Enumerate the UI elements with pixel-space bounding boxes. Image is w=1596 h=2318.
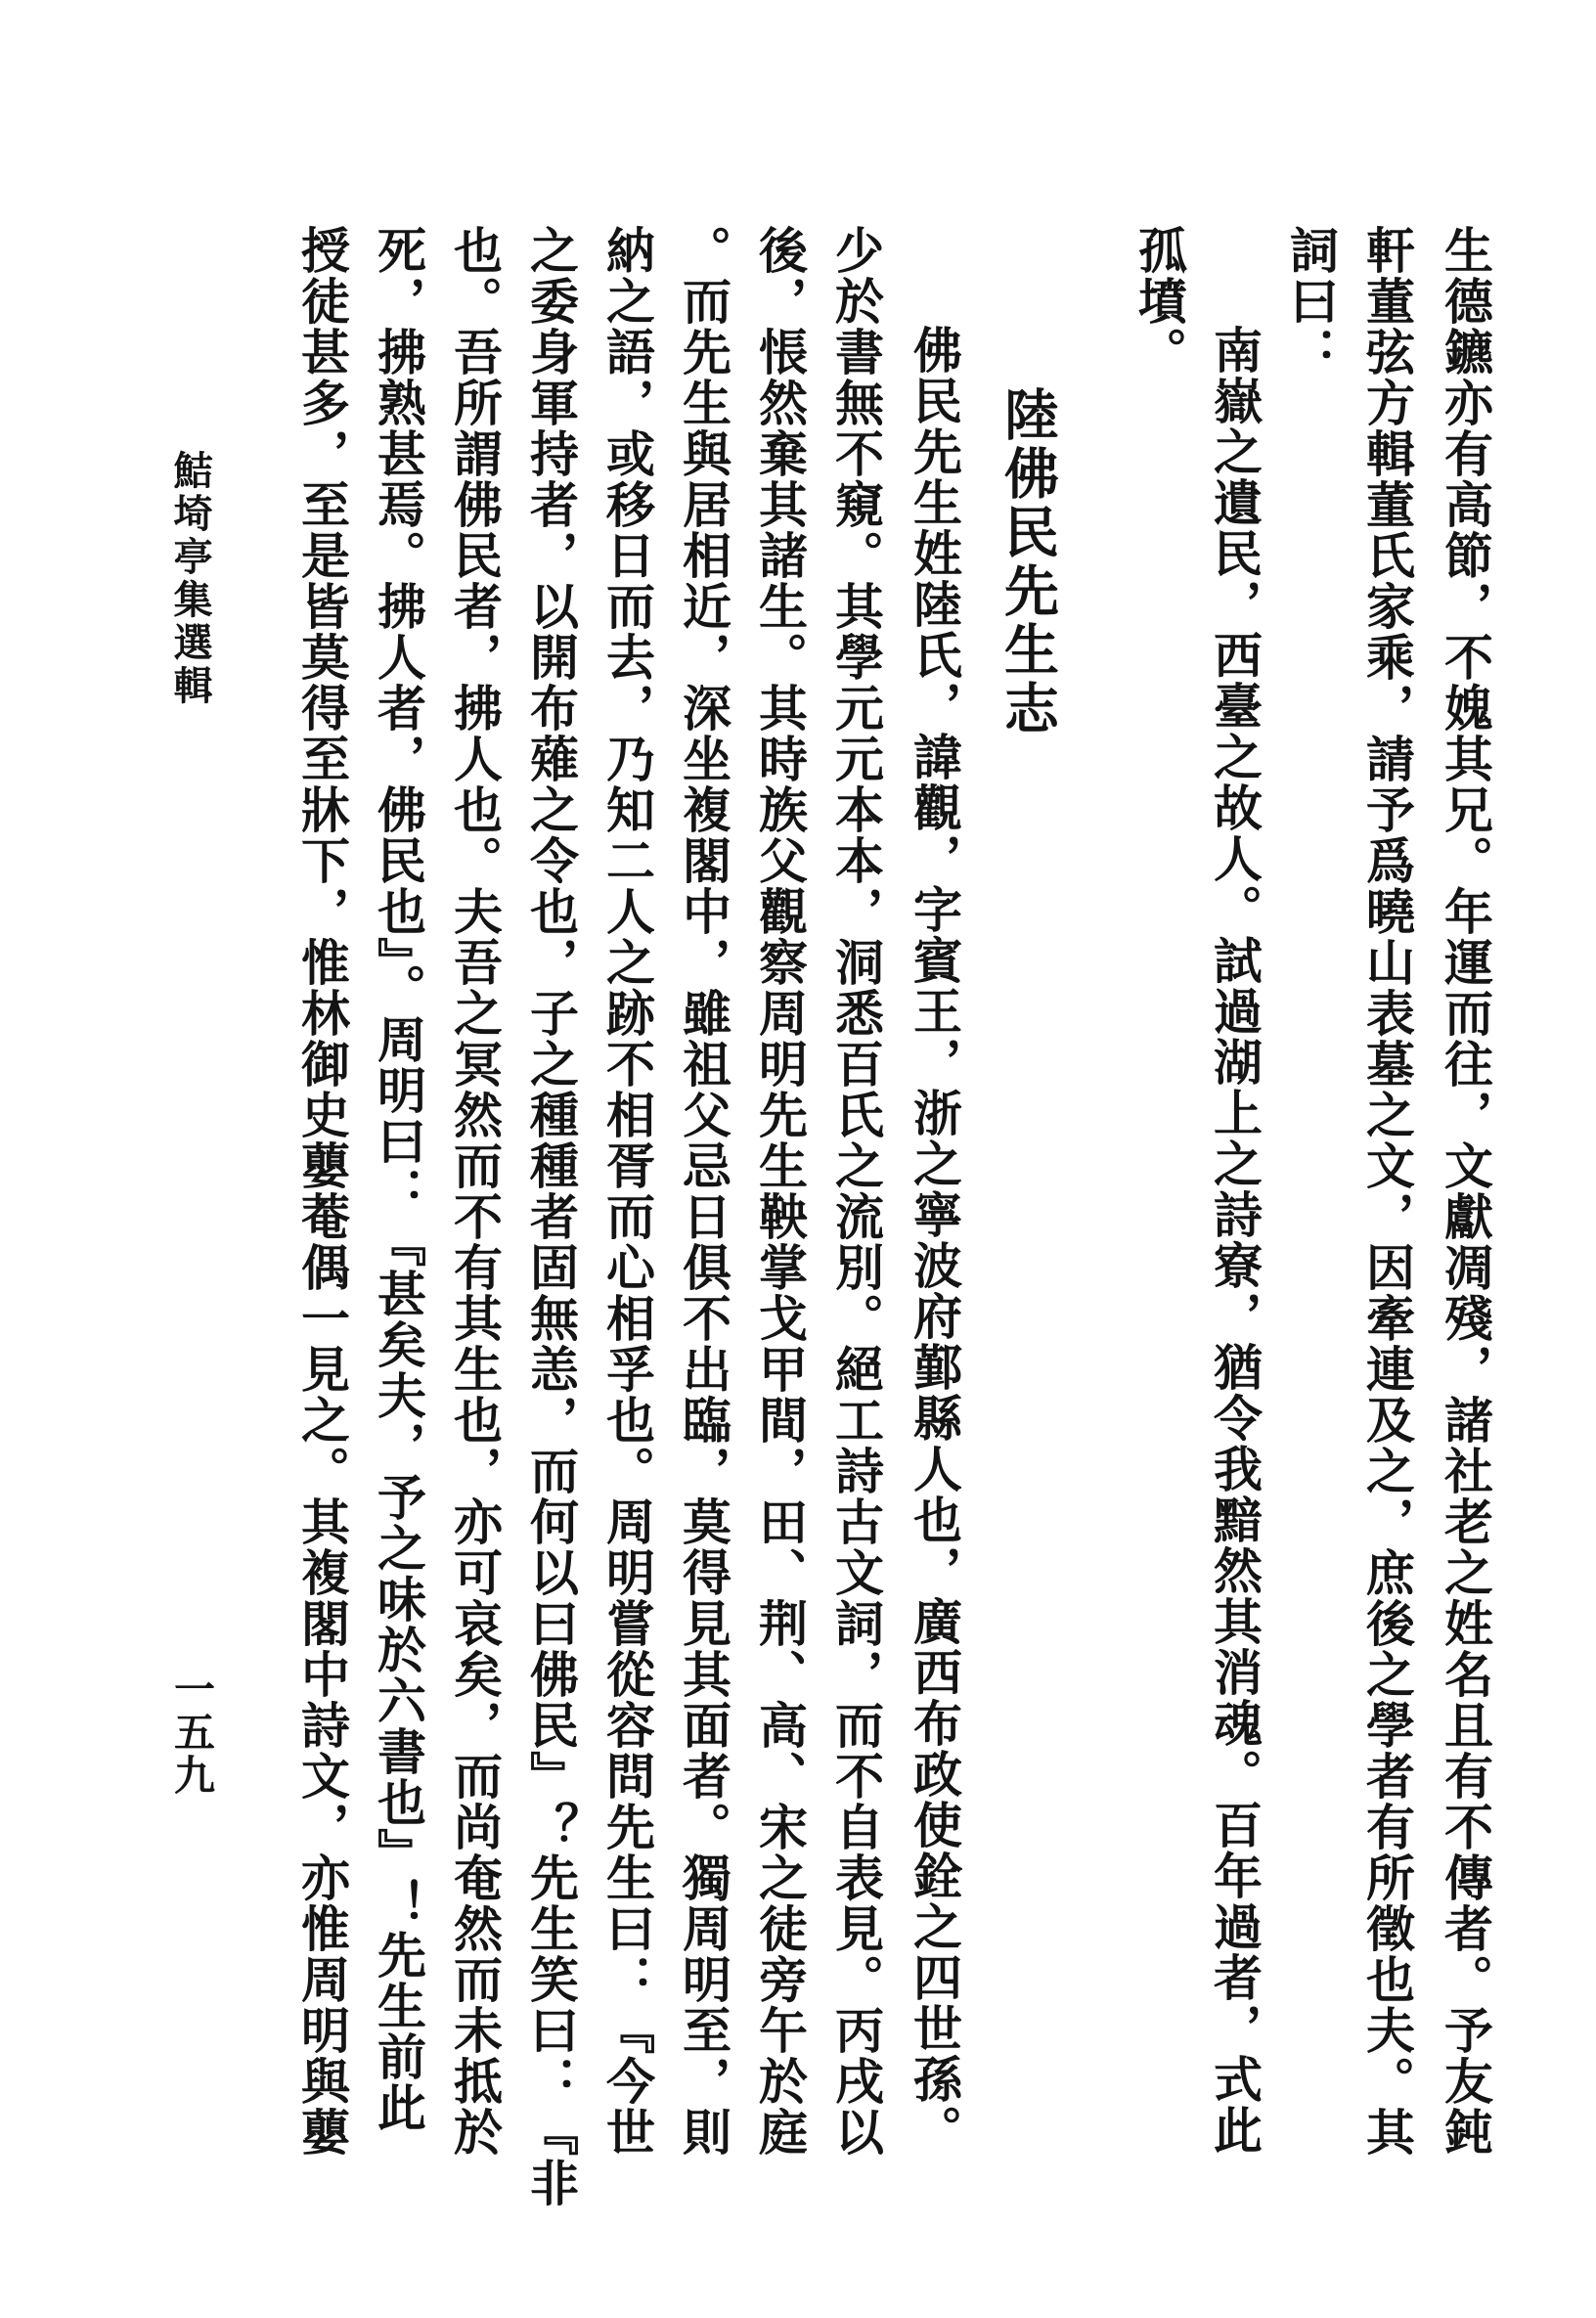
section-heading: 陸佛民先生志 [996,386,1060,738]
text-column-8: 少於書無不窺。其學元元本本，洞悉百氏之流別。絕工詩古文詞，而不自表見。丙戌以 [827,225,885,2158]
text-column-10: 。而先生與居相近，深坐複閣中，雖祖父忌日俱不出臨，莫得見其面者。獨周明至，則 [675,225,732,2158]
text-column-1: 生德鑣亦有高節，不媿其兄。年運而往，文獻凋殘，諸社老之姓名且有不傳者。予友鈍 [1437,225,1494,2158]
text-column-12: 之委身軍持者，以開布薙之令也，子之種種者固無恙，而何以曰佛民』？先生笑曰：『非 [522,225,580,2208]
text-column-9: 後，悵然棄其諸生。其時族父觀察周明先生鞅掌戈甲間，田、荆、高、宋之徒旁午於庭 [751,225,809,2158]
text-column-5: 孤墳。 [1130,225,1188,378]
text-column-7: 佛民先生姓陸氏，諱觀，字賓王，浙之寧波府鄞縣人也，廣西布政使銓之四世孫。 [906,325,963,2156]
text-column-3: 詞曰： [1282,225,1340,378]
text-column-11: 納之語，或移日而去，乃知二人之跡不相胥而心相孚也。周明嘗從容問先生曰：『今世 [598,225,656,2158]
text-column-2: 軒董弦方輯董氏家乘，請予爲曉山表墓之文，因牽連及之，庶後之學者有所徵也夫。其 [1358,225,1416,2158]
text-column-4: 南嶽之遺民，西臺之故人。試過湖上之詩寮，猶令我黯然其消魂。百年過者，式此 [1206,325,1264,2156]
text-column-14: 死，拂熟甚焉。拂人者，佛民也』。周明曰：『甚矣夫，予之味於六書也』！先生前此 [370,225,427,2133]
page-number: 一五九 [168,1668,216,1797]
text-column-15: 授徒甚多，至是皆莫得至牀下，惟林御史蘡菴偶一見之。其複閣中詩文，亦惟周明與蘡 [293,225,351,2158]
text-column-13: 也。吾所謂佛民者，拂人也。夫吾之冥然而不有其生也，亦可哀矣，而尚奄然而未抵於 [446,225,504,2158]
book-title: 鮚埼亭集選輯 [167,450,213,708]
